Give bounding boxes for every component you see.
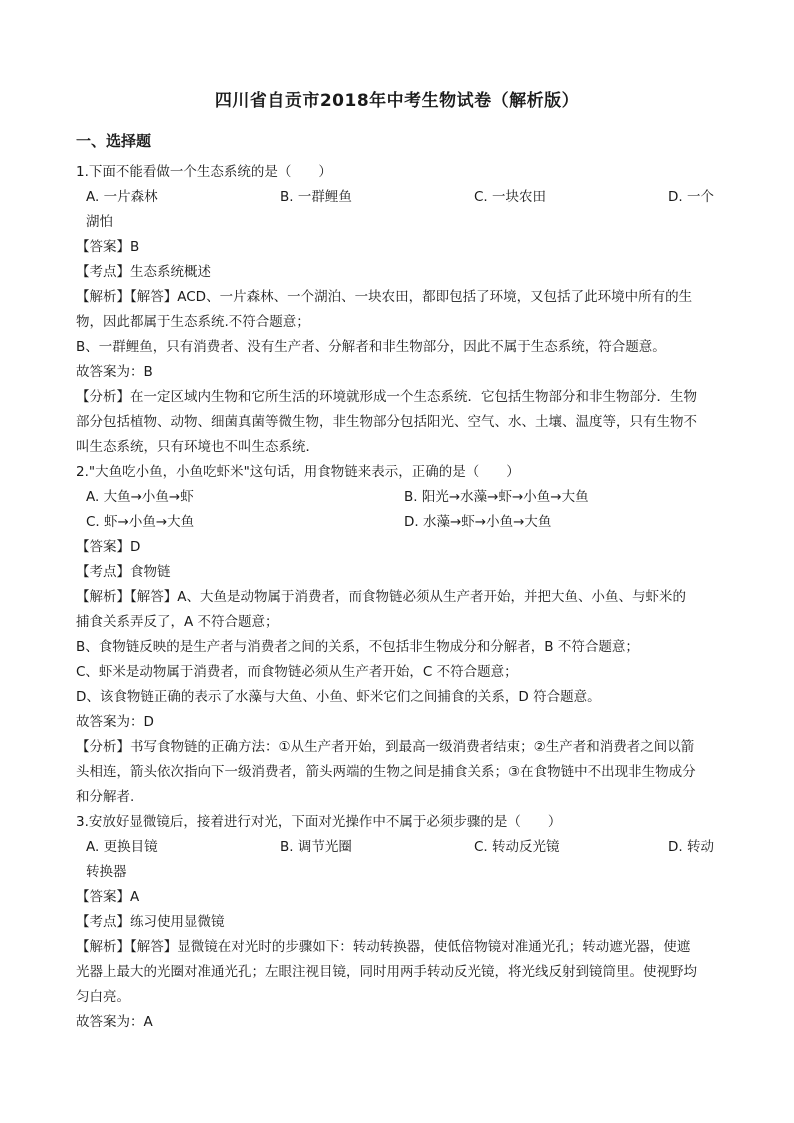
analysis-line: 捕食关系弄反了，A 不符合题意； xyxy=(76,614,279,630)
analysis-line: 头相连，箭头依次指向下一级消费者，箭头两端的生物之间是捕食关系；③在食物链中不出现非生物成分 xyxy=(76,764,696,780)
question-2 xyxy=(76,460,722,810)
option-c: C. 一块农田 xyxy=(474,189,547,205)
analysis-line: 【解析】【解答】显微镜在对光时的步骤如下：转动转换器，使低倍物镜对准通光孔；转动遮光器，使遮 xyxy=(76,939,691,955)
question-stem: 1.下面不能看做一个生态系统的是（ ） xyxy=(76,164,332,180)
option-row xyxy=(76,185,722,210)
page-title: 四川省自贡市2018年中考生物试卷（解析版） xyxy=(214,91,580,111)
option-a: A. 一片森林 xyxy=(86,189,158,205)
option-c: C. 转动反光镜 xyxy=(474,839,560,855)
analysis-line: 部分包括植物、动物、细菌真菌等微生物，非生物部分包括阳光、空气、水、土壤、温度等，只有生物不 xyxy=(76,414,697,430)
analysis-line: 【分析】在一定区域内生物和它所生活的环境就形成一个生态系统．它包括生物部分和非生物部分．生物 xyxy=(76,389,697,405)
analysis-line: 故答案为：B xyxy=(76,364,153,380)
question-stem: 3.安放好显微镜后，接着进行对光，下面对光操作中不属于必须步骤的是（ ） xyxy=(76,814,562,830)
option-b: B. 阳光→水藻→虾→小鱼→大鱼 xyxy=(404,489,589,505)
question-stem: 2."大鱼吃小鱼，小鱼吃虾米"这句话，用食物链来表示，正确的是（ ） xyxy=(76,464,520,480)
knowledge-point: 【考点】食物链 xyxy=(76,564,171,580)
analysis-line: D、该食物链正确的表示了水藻与大鱼、小鱼、虾米它们之间捕食的关系，D 符合题意。 xyxy=(76,689,601,705)
question-3 xyxy=(76,810,722,1035)
option-row xyxy=(76,510,722,535)
knowledge-point: 【考点】生态系统概述 xyxy=(76,264,211,280)
option-d: D. 水藻→虾→小鱼→大鱼 xyxy=(404,514,552,530)
answer: 【答案】A xyxy=(76,889,140,905)
analysis-line: B、食物链反映的是生产者与消费者之间的关系，不包括非生物成分和分解者，B 不符合题意； xyxy=(76,639,639,655)
option-b: B. 一群鲤鱼 xyxy=(280,189,352,205)
analysis-line: C、虾米是动物属于消费者，而食物链必须从生产者开始，C 不符合题意； xyxy=(76,664,518,680)
analysis-line: 匀白亮。 xyxy=(76,989,130,1005)
analysis-line: 和分解者. xyxy=(76,789,135,805)
option-row xyxy=(76,835,722,860)
analysis-line: 故答案为：D xyxy=(76,714,154,730)
analysis-line: 【分析】书写食物链的正确方法：①从生产者开始，到最高一级消费者结束；②生产者和消费者之间以箭 xyxy=(76,739,695,755)
option-a: A. 大鱼→小鱼→虾 xyxy=(86,489,194,505)
option-d-continued: 湖怕 xyxy=(86,214,113,230)
analysis-line: 物，因此都属于生态系统.不符合题意； xyxy=(76,314,310,330)
knowledge-point: 【考点】练习使用显微镜 xyxy=(76,914,225,930)
analysis-line: 【解析】【解答】A、大鱼是动物属于消费者，而食物链必须从生产者开始，并把大鱼、小鱼、与虾米的 xyxy=(76,589,686,605)
option-d: D. 一个 xyxy=(668,189,714,205)
analysis-line: 叫生态系统，只有环境也不叫生态系统． xyxy=(76,439,319,455)
option-d-continued: 转换器 xyxy=(86,864,127,880)
question-list xyxy=(76,160,722,1035)
answer: 【答案】B xyxy=(76,239,140,255)
analysis-line: 光器上最大的光圈对准通光孔；左眼注视目镜，同时用两手转动反光镜，将光线反射到镜筒里。使视野均 xyxy=(76,964,697,980)
question-1 xyxy=(76,160,722,460)
option-row xyxy=(76,485,722,510)
analysis-line: B、一群鲤鱼，只有消费者、没有生产者、分解者和非生物部分，因此不属于生态系统，符合题意。 xyxy=(76,339,666,355)
analysis-line: 【解析】【解答】ACD、一片森林、一个湖泊、一块农田，都即包括了环境，又包括了此环境中所有的生 xyxy=(76,289,693,305)
analysis-line: 故答案为：A xyxy=(76,1014,153,1030)
section-heading: 一、选择题 xyxy=(76,132,152,150)
option-a: A. 更换目镜 xyxy=(86,839,158,855)
option-c: C. 虾→小鱼→大鱼 xyxy=(86,514,195,530)
answer: 【答案】D xyxy=(76,539,141,555)
option-d: D. 转动 xyxy=(668,839,714,855)
option-b: B. 调节光圈 xyxy=(280,839,352,855)
